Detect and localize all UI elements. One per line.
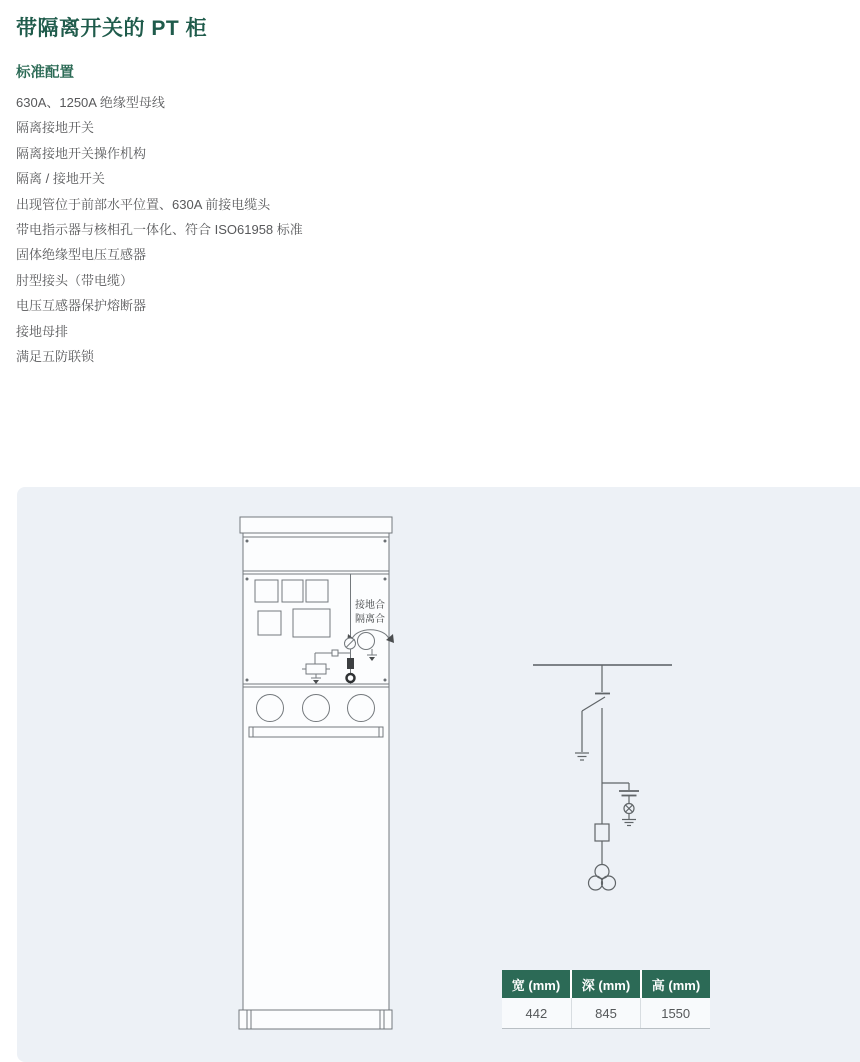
handle-strip: [249, 727, 383, 737]
voltage-indicator-lamp-icon: [624, 804, 634, 814]
capacitive-divider-symbol: [619, 791, 639, 796]
feature-item: 肘型接头（带电缆）: [16, 272, 134, 288]
feature-item: 出现管位于前部水平位置、630A 前接电缆头: [16, 196, 271, 212]
height-value: 1550: [661, 1005, 691, 1021]
feature-item: 630A、1250A 绝缘型母线: [16, 95, 165, 110]
ground-symbol: [575, 753, 589, 760]
dimensions-table-values: [502, 998, 710, 1029]
height-header: 高 (mm): [642, 970, 710, 998]
width-value: 442: [502, 998, 572, 1028]
interlock-box: [306, 664, 326, 674]
feature-item: 隔离接地开关: [16, 120, 95, 136]
feature-item: 隔离 / 接地开关: [16, 171, 105, 187]
technical-drawing: [0, 487, 860, 1049]
cabinet-base: [239, 1010, 392, 1029]
fuse-symbol: [595, 824, 609, 841]
circuit-diagram: [533, 665, 672, 890]
cabinet-top-cap: [240, 517, 392, 533]
width-header: 宽 (mm): [502, 970, 572, 998]
feature-item: 固体绝缘型电压互感器: [16, 247, 147, 263]
feature-item: 带电指示器与核相孔一体化、符合 ISO61958 标准: [16, 221, 303, 237]
feature-item: 满足五防联锁: [16, 348, 95, 364]
ground-symbol: [622, 820, 636, 826]
cable-bushing-circles: [257, 695, 375, 722]
shaft-coupling: [347, 658, 354, 669]
voltage-transformer-symbol: [589, 865, 616, 891]
isolate-close-label: 隔离合: [355, 614, 385, 625]
dimensions-table: [502, 970, 710, 1029]
cabinet-front-view: [239, 517, 394, 1029]
dimensions-table-header: [502, 970, 710, 998]
shaft-end-ring: [347, 674, 355, 682]
feature-item: 接地母排: [16, 323, 69, 339]
depth-header: 深 (mm): [572, 970, 642, 998]
feature-item: 隔离接地开关操作机构: [16, 145, 147, 161]
handle-circle: [358, 633, 375, 650]
page-title: 带隔离开关的 PT 柜: [16, 17, 208, 40]
earth-close-label: 接地合: [355, 600, 385, 611]
feature-list: [16, 96, 303, 375]
depth-value: 845: [572, 998, 642, 1028]
feature-item: 电压互感器保护熔断器: [16, 298, 147, 314]
section-heading: 标准配置: [16, 65, 74, 81]
